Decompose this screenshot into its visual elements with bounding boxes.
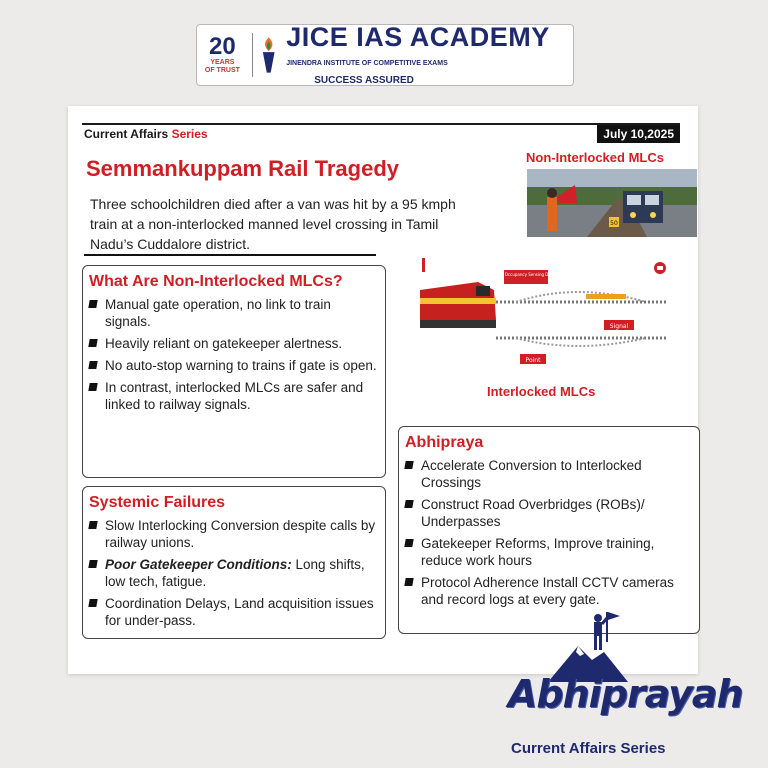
series-highlight: Series [171,127,208,141]
article-card [68,106,698,674]
list-item: Gatekeeper Reforms, Improve training, reduce work hours [405,535,693,569]
list-item: Accelerate Conversion to Interlocked Crossings [405,457,693,491]
torch-icon [257,35,280,75]
interlocked-diagram [416,258,678,366]
series-label [84,127,208,141]
logo-divider [252,33,253,77]
list-item-lead: Poor Gatekeeper Conditions: [105,557,292,572]
years-label: YEARS [210,59,235,66]
list-item [89,595,379,629]
years-number: 20 [209,33,236,60]
top-bar [82,123,680,143]
summary-text: Three schoolchildren died after a van was hit by a 95 kmph train at a non-interlocked manned level crossing in Tamil Nadu’s Cuddalore district. [90,196,456,252]
list-item [89,556,379,590]
page-title: Semmankuppam Rail Tragedy [86,156,399,181]
academy-name: JICE IAS ACADEMY [286,22,550,52]
list-item: No auto-stop warning to trains if gate is open. [89,357,379,374]
trust-label: OF TRUST [204,67,240,74]
list-item: Construct Road Overbridges (ROBs)/ Underpasses [405,496,693,530]
list-item-text: Coordination Delays, Land acquisition issues for under-pass. [105,596,374,628]
abhiprayah-logo: Abhiprayah [508,672,743,716]
section-title: What Are Non-Interlocked MLCs? [89,273,343,290]
signal-label: Signal [609,323,629,330]
series-prefix: Current Affairs [84,127,172,141]
list-item: Protocol Adherence Install CCTV cameras and record logs at every gate. [405,574,693,608]
academy-subtitle: JINENDRA INSTITUTE OF COMPETITIVE EXAMS [286,60,448,67]
list-item-text: Slow Interlocking Conversion despite calls by railway unions. [105,518,376,550]
academy-tagline: SUCCESS ASSURED [314,75,414,86]
years-badge [197,35,248,75]
track-device-label: (Track Occupancy Sensing Device) [491,272,561,277]
list-item-text: Long shifts, low tech, fatigue. [105,557,365,589]
abhipraya-section [398,426,700,634]
list-item: In contrast, interlocked MLCs are safer and linked to railway signals. [89,379,379,413]
point-label: Point [525,357,541,364]
academy-logo [196,24,574,86]
date-badge: July 10,2025 [597,125,680,143]
level-crossing-photo [527,169,697,237]
what-are-section [82,265,386,478]
non-interlocked-caption: Non-Interlocked MLCs [526,150,664,165]
systemic-failures-section [82,486,386,639]
divider-line [84,254,376,256]
list-item [89,517,379,551]
speed-sign-text: 50 [610,220,618,227]
section-title: Abhipraya [405,434,484,451]
list-item: Heavily reliant on gatekeeper alertness. [89,335,379,352]
section-title: Systemic Failures [89,494,226,511]
interlocked-caption: Interlocked MLCs [487,384,596,399]
list-item: Manual gate operation, no link to train signals. [89,296,379,330]
footer-subtitle: Current Affairs Series [511,740,666,757]
